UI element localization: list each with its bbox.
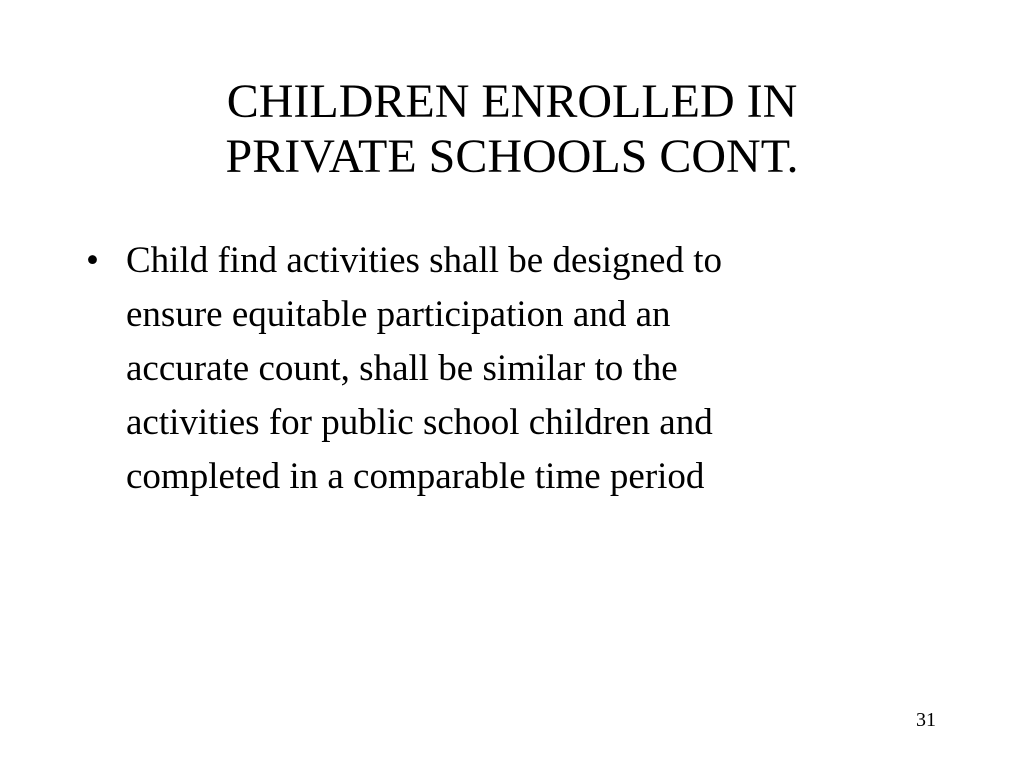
slide-title <box>80 74 944 184</box>
bullet-text-line-3: accurate count, shall be similar to the <box>126 348 678 389</box>
bullet-marker: • <box>86 240 99 281</box>
slide-title-line-2: PRIVATE SCHOOLS CONT. <box>225 130 799 183</box>
bullet-text-line-1: Child find activities shall be designed to <box>126 240 723 281</box>
slide-page-number: 31 <box>916 709 936 731</box>
slide-title-line-1: CHILDREN ENROLLED IN <box>226 75 798 128</box>
bullet-text-line-5: completed in a comparable time period <box>126 456 705 497</box>
bullet-text-line-2: ensure equitable participation and an <box>126 294 671 335</box>
bullet-item <box>86 234 946 504</box>
bullet-list <box>86 234 946 504</box>
bullet-text-line-4: activities for public school children and <box>126 402 713 443</box>
